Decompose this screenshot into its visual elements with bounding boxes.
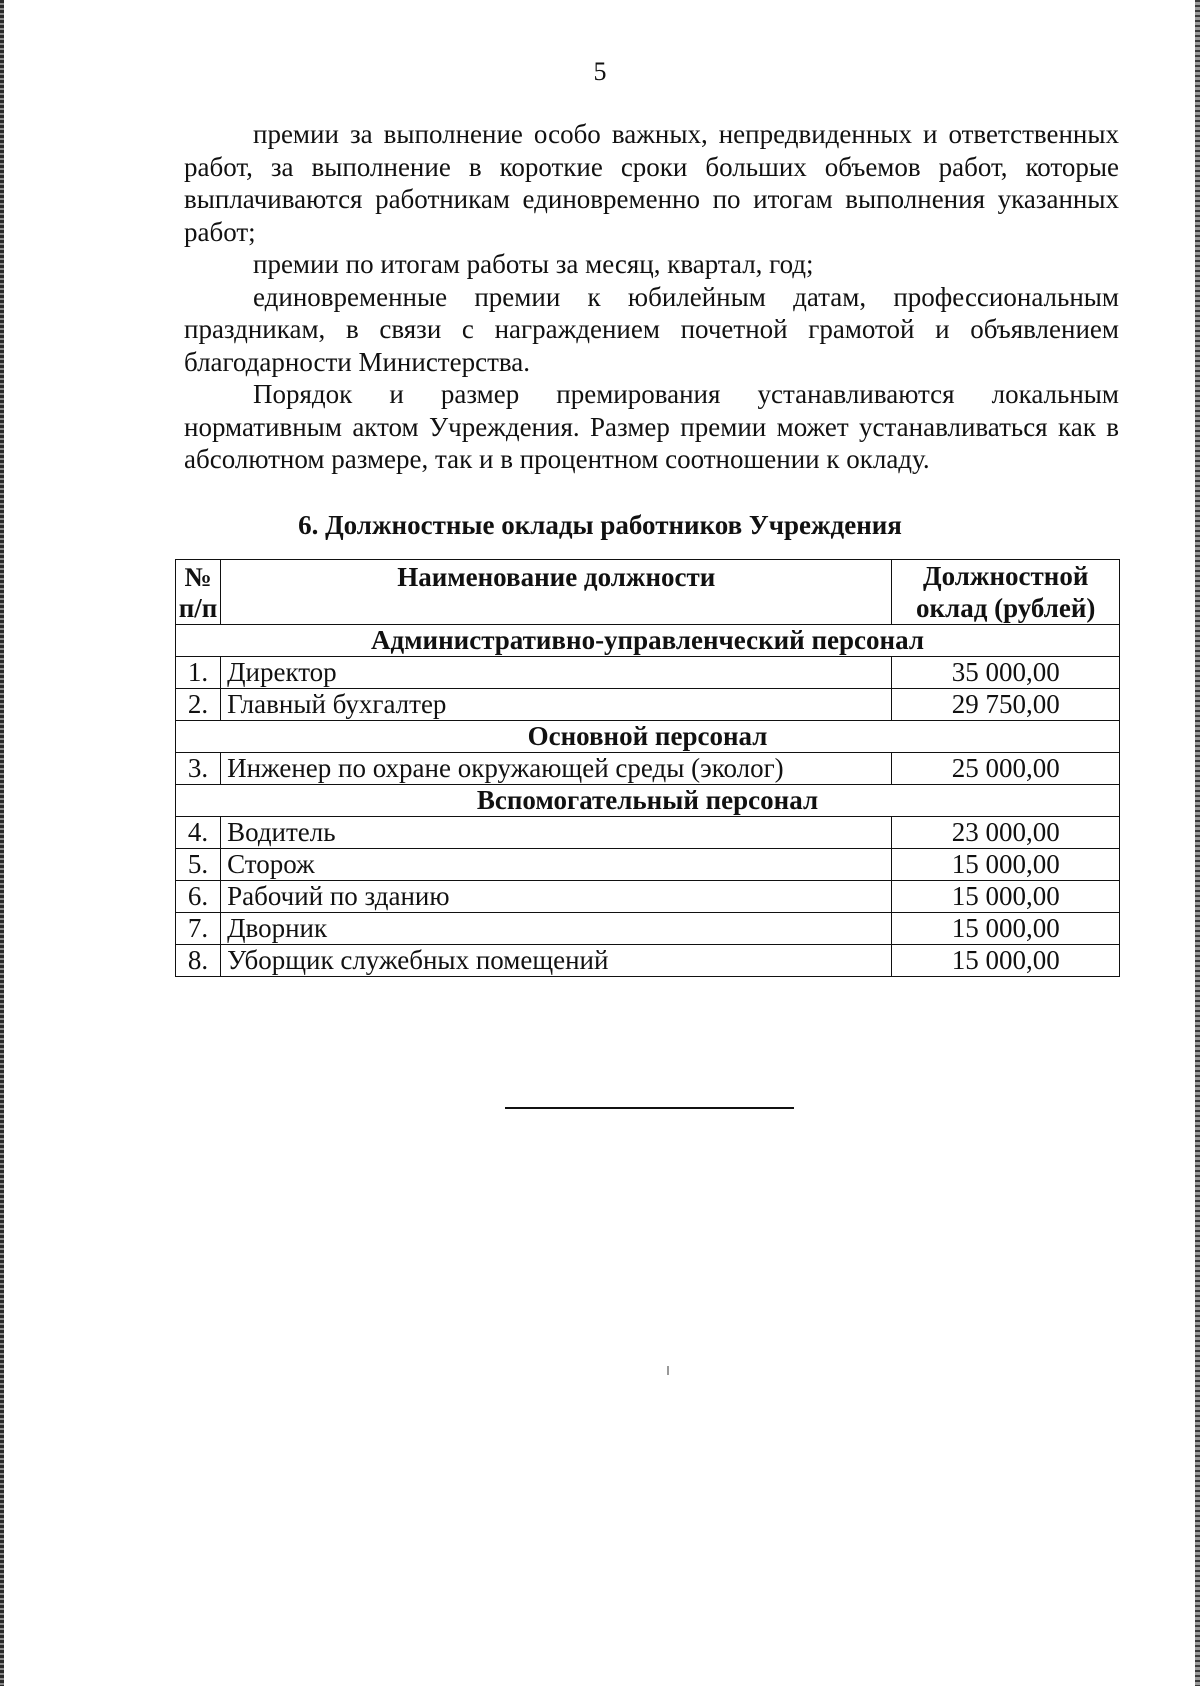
row-position: Сторож	[221, 849, 892, 881]
paragraph-bonus-periodic: премии по итогам работы за месяц, квартал, год;	[253, 249, 814, 279]
row-number: 4.	[176, 817, 221, 849]
row-number: 6.	[176, 881, 221, 913]
row-salary: 29 750,00	[892, 689, 1120, 721]
scan-speck	[667, 1366, 669, 1375]
body-text	[184, 118, 1119, 476]
group-row	[176, 625, 1120, 657]
row-number: 8.	[176, 945, 221, 977]
row-salary: 23 000,00	[892, 817, 1120, 849]
table-row	[176, 849, 1120, 881]
salary-table	[175, 559, 1120, 977]
table-row	[176, 913, 1120, 945]
row-position: Водитель	[221, 817, 892, 849]
row-number: 3.	[176, 753, 221, 785]
row-position: Директор	[221, 657, 892, 689]
table-row	[176, 689, 1120, 721]
table-row	[176, 753, 1120, 785]
scan-edge-right	[1195, 0, 1200, 1686]
table-row	[176, 881, 1120, 913]
header-position: Наименование должности	[221, 560, 892, 625]
scan-edge-left	[0, 0, 4, 1686]
section-title: 6. Должностные оклады работников Учреждения	[298, 510, 902, 540]
table-row	[176, 657, 1120, 689]
row-salary: 35 000,00	[892, 657, 1120, 689]
row-position: Инженер по охране окружающей среды (эколог)	[221, 753, 892, 785]
row-number: 7.	[176, 913, 221, 945]
row-salary: 15 000,00	[892, 945, 1120, 977]
row-salary: 15 000,00	[892, 881, 1120, 913]
row-number: 5.	[176, 849, 221, 881]
page-number: 5	[593, 57, 607, 86]
group-row	[176, 721, 1120, 753]
table-row	[176, 945, 1120, 977]
row-number: 1.	[176, 657, 221, 689]
row-position: Уборщик служебных помещений	[221, 945, 892, 977]
row-number: 2.	[176, 689, 221, 721]
group-title-administrative: Административно-управленческий персонал	[176, 625, 1120, 657]
paragraph-bonus-procedure: Порядок и размер премирования устанавливаются локальным нормативным актом Учреждения. Размер премии может устанавливаться как в абсолютном размере, так и в процентном соотношении к окладу.	[184, 379, 1119, 474]
header-salary: Должностной оклад (рублей)	[892, 560, 1120, 625]
table-row	[176, 817, 1120, 849]
paragraph-bonus-one-time: единовременные премии к юбилейным датам, профессиональным праздникам, в связи с награждением почетной грамотой и объявлением благодарности Министерства.	[184, 281, 1119, 377]
row-position: Рабочий по зданию	[221, 881, 892, 913]
closing-divider	[505, 1107, 794, 1109]
header-number: № п/п	[176, 560, 221, 625]
group-title-auxiliary: Вспомогательный персонал	[176, 785, 1120, 817]
row-position: Главный бухгалтер	[221, 689, 892, 721]
row-salary: 25 000,00	[892, 753, 1120, 785]
group-title-main: Основной персонал	[176, 721, 1120, 753]
paragraph-bonus-special-work: премии за выполнение особо важных, непредвиденных и ответственных работ, за выполнение в короткие сроки больших объемов работ, которые выплачиваются работникам единовременно по итогам выполнения указанных работ;	[184, 119, 1119, 247]
table-header-row	[176, 560, 1120, 625]
row-position: Дворник	[221, 913, 892, 945]
row-salary: 15 000,00	[892, 849, 1120, 881]
group-row	[176, 785, 1120, 817]
row-salary: 15 000,00	[892, 913, 1120, 945]
